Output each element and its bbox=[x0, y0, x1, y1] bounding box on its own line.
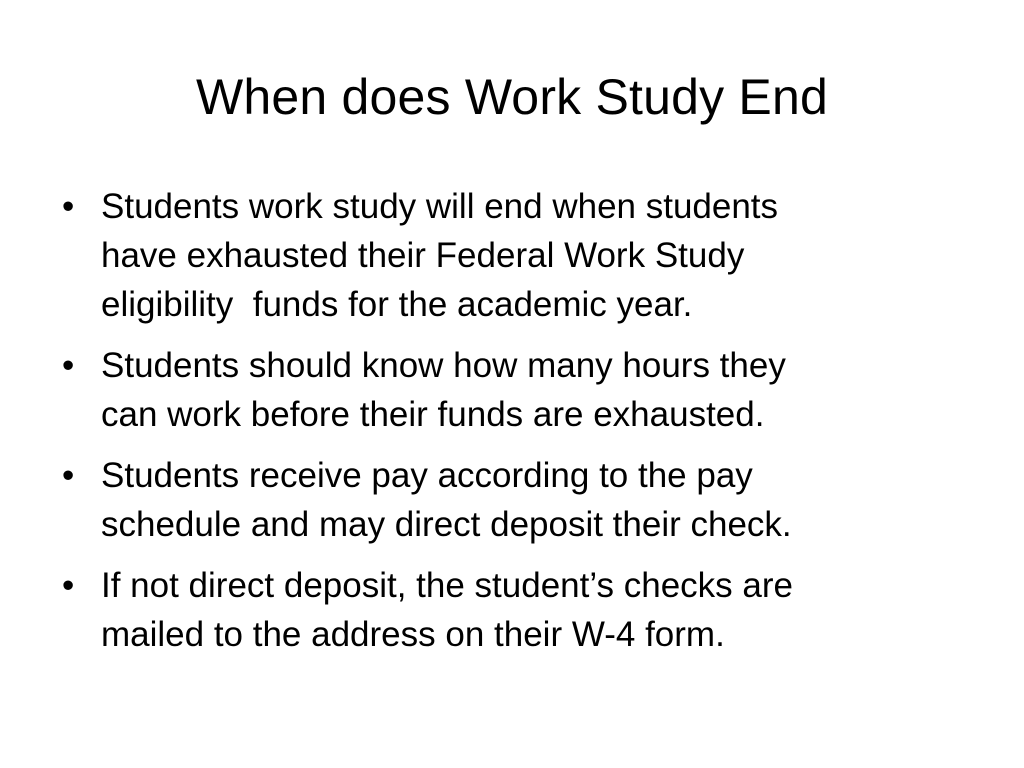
bullet-item bbox=[62, 561, 962, 659]
bullet-text-line: have exhausted their Federal Work Study bbox=[101, 236, 745, 275]
bullet-text-line: Students receive pay according to the pay bbox=[101, 456, 753, 495]
bullet-text-line: If not direct deposit, the student’s checks are bbox=[101, 566, 793, 605]
bullet-text-line: Students work study will end when students bbox=[101, 187, 779, 226]
bullet-icon: • bbox=[62, 346, 75, 385]
bullet-text-line: eligibility funds for the academic year. bbox=[101, 285, 693, 324]
bullet-item bbox=[62, 451, 962, 549]
bullet-text-line: schedule and may direct deposit their check. bbox=[101, 505, 792, 544]
slide-title: When does Work Study End bbox=[196, 69, 828, 125]
bullet-item bbox=[62, 341, 962, 439]
bullet-icon: • bbox=[62, 187, 75, 226]
bullet-text-line: Students should know how many hours they bbox=[101, 346, 786, 385]
bullet-icon: • bbox=[62, 456, 75, 495]
bullet-text-line: can work before their funds are exhausted. bbox=[101, 395, 765, 434]
bullet-item bbox=[62, 182, 962, 329]
bullet-text-line: mailed to the address on their W-4 form. bbox=[101, 615, 725, 654]
bullet-icon: • bbox=[62, 566, 75, 605]
bullet-list bbox=[62, 182, 962, 671]
